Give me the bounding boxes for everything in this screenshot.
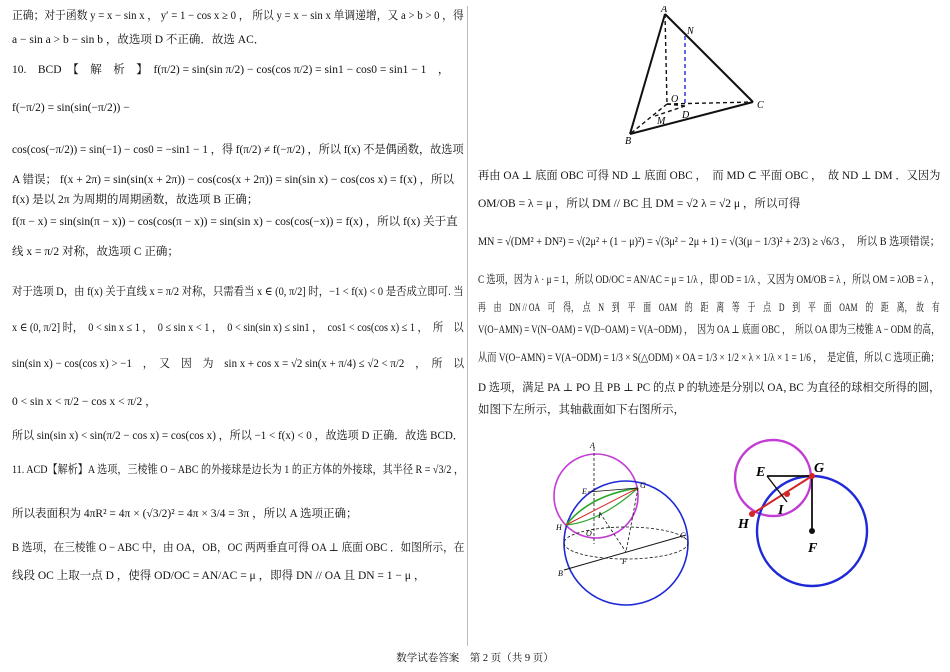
axial-section-figure — [732, 432, 872, 592]
page-footer: 数学试卷答案 第 2 页（共 9 页） — [396, 653, 554, 664]
left-text-line: 11. ACD【解析】A 选项，三棱锥 O − ABC 的外接球是边长为 1 的正方体的外接球，其半径 R = √3/2 ， — [12, 464, 464, 476]
right-text-line: V(O−AMN) = V(N−OAM) = V(D−OAM) = V(A−ODM) ， 因为 OA ⊥ 底面 OBC ， 所以 OA 即为三棱锥 A − ODM 的高， — [478, 324, 940, 336]
left-text-line: 所以表面积为 4πR² = 4π × (√3/2)² = 4π × 3/4 = 3π ，所以 A 选项正确； — [12, 508, 358, 520]
label-h: H — [556, 523, 562, 532]
right-text-line: 再由 OA ⊥ 底面 OBC 可得 ND ⊥ 底面 OBC ， 而 MD ⊂ 平面 OBC ， 故 ND ⊥ DM ．又因为 — [478, 170, 941, 182]
left-text-line: B 选项，在三棱锥 O − ABC 中，由 OA，OB，OC 两两垂直可得 OA ⊥ 底面 OBC ．如图所示，在 — [12, 542, 465, 554]
left-text-line: 所以 sin(sin x) < sin(π/2 − cos x) = cos(cos x) ，所以 −1 < f(x) < 0 ，故选项 D 正确．故选 BCD． — [12, 430, 464, 442]
left-text-line: 0 < sin x < π/2 − cos x < π/2 ， — [12, 396, 157, 408]
tetrahedron-figure — [615, 6, 775, 146]
left-text-line: 线段 OC 上取一点 D ，使得 OD/OC = AN/AC = μ ，即得 DN // OA 且 DN = 1 − μ ， — [12, 570, 426, 582]
label-a: A — [590, 441, 595, 450]
label-e: E — [582, 487, 587, 496]
label-o: O — [586, 529, 592, 538]
label-c: C — [757, 100, 764, 111]
right-text-line: 如图下左所示，其轴截面如下右图所示， — [478, 404, 685, 416]
label-m: M — [657, 116, 666, 127]
label-d: D — [682, 110, 690, 121]
left-text-line: f(−π/2) = sin(sin(−π/2)) − — [12, 102, 130, 114]
left-text-line: 正确；对于函数 y = x − sin x ， y′ = 1 − cos x ≥ 0 ， 所以 y = x − sin x 单调递增，又 a > b > 0 ，得 — [12, 10, 464, 22]
left-text-line: 10. BCD 【 解 析 】 f(π/2) = sin(sin π/2) − cos(cos π/2) = sin1 − cos0 = sin1 − 1 ， — [12, 64, 450, 76]
left-text-line: f(π − x) = sin(sin(π − x)) − cos(cos(π − x)) = sin(sin x) − cos(cos(−x)) = f(x) ，所以 f(x) 关于直 — [12, 216, 458, 228]
label-i: I — [778, 503, 784, 518]
label-c: C — [680, 531, 686, 540]
left-text-line: cos(cos(−π/2)) = sin(−1) − cos0 = −sin1 − 1 ，得 f(π/2) ≠ f(−π/2) ，所以 f(x) 不是偶函数，故选项 — [12, 144, 464, 156]
label-i: I — [598, 511, 601, 520]
label-e: E — [756, 465, 766, 480]
label-b: B — [625, 136, 632, 146]
column-divider — [467, 6, 468, 646]
label-g: G — [640, 481, 646, 490]
label-o: O — [671, 94, 679, 105]
left-text-line: sin(sin x) − cos(cos x) > −1 ， 又 因 为 sin x + cos x = √2 sin(x + π/4) ≤ √2 < π/2 ， 所 以 — [12, 358, 465, 370]
left-text-line: f(x) 是以 2π 为周期的周期函数，故选项 B 正确； — [12, 194, 259, 206]
left-text-line: A 错误； f(x + 2π) = sin(sin(x + 2π)) − cos(cos(x + 2π)) = sin(sin x) − cos(cos x) = f(x) ，所以 — [12, 174, 455, 186]
left-text-line: 对于选项 D，由 f(x) 关于直线 x = π/2 对称，只需看当 x ∈ (0, π/2] 时，−1 < f(x) < 0 是否成立即可. 当 — [12, 286, 464, 298]
right-text-line: OM/OB = λ = μ ，所以 DM // BC 且 DM = √2 λ = √2 μ ，所以可得 — [478, 198, 801, 210]
right-text-line: D 选项，满足 PA ⊥ PO 且 PB ⊥ PC 的点 P 的轨迹是分别以 OA, BC 为直径的球相交所得的圆， — [478, 382, 941, 394]
label-n: N — [687, 26, 694, 37]
spheres-figure — [550, 440, 700, 612]
label-g: G — [814, 461, 825, 476]
right-text-line: 从而 V(O−AMN) = V(A−ODM) = 1/3 × S(△ODM) × OA = 1/3 × 1/2 × λ × 1/λ × 1 = 1/6 ， 是定值，所以 C 选项正确； — [478, 352, 940, 364]
left-text-line: x ∈ (0, π/2] 时， 0 < sin x ≤ 1 ， 0 ≤ sin x < 1 ， 0 < sin(sin x) ≤ sin1 ， cos1 < cos(cos x) ≤ 1 ， 所 以 — [12, 322, 464, 334]
right-text-line: MN = √(DM² + DN²) = √(2μ² + (1 − μ)²) = √(3μ² − 2μ + 1) = √(3(μ − 1/3)² + 2/3) ≥ √6/3 ， 所以 B 选项错误； — [478, 236, 940, 248]
label-a: A — [661, 6, 668, 15]
label-h: H — [738, 517, 749, 532]
right-text-line: 再 由 DN // OA 可 得， 点 N 到 平 面 OAM 的 距 离 等 于 点 D 到 平 面 OAM 的 距 离， 故 有 — [478, 302, 940, 314]
left-text-line: 线 x = π/2 对称，故选项 C 正确； — [12, 246, 179, 258]
left-text-line: a − sin a > b − sin b ，故选项 D 不正确．故选 AC． — [12, 34, 266, 46]
label-f: F — [808, 541, 818, 556]
label-f: F — [622, 557, 627, 566]
right-text-line: C 选项，因为 λ · μ = 1，所以 OD/OC = AN/AC = μ = 1/λ ，即 OD = 1/λ ，又因为 OM/OB = λ ，所以 OM = λOB = λ ， — [478, 274, 941, 286]
label-b: B — [558, 569, 563, 578]
